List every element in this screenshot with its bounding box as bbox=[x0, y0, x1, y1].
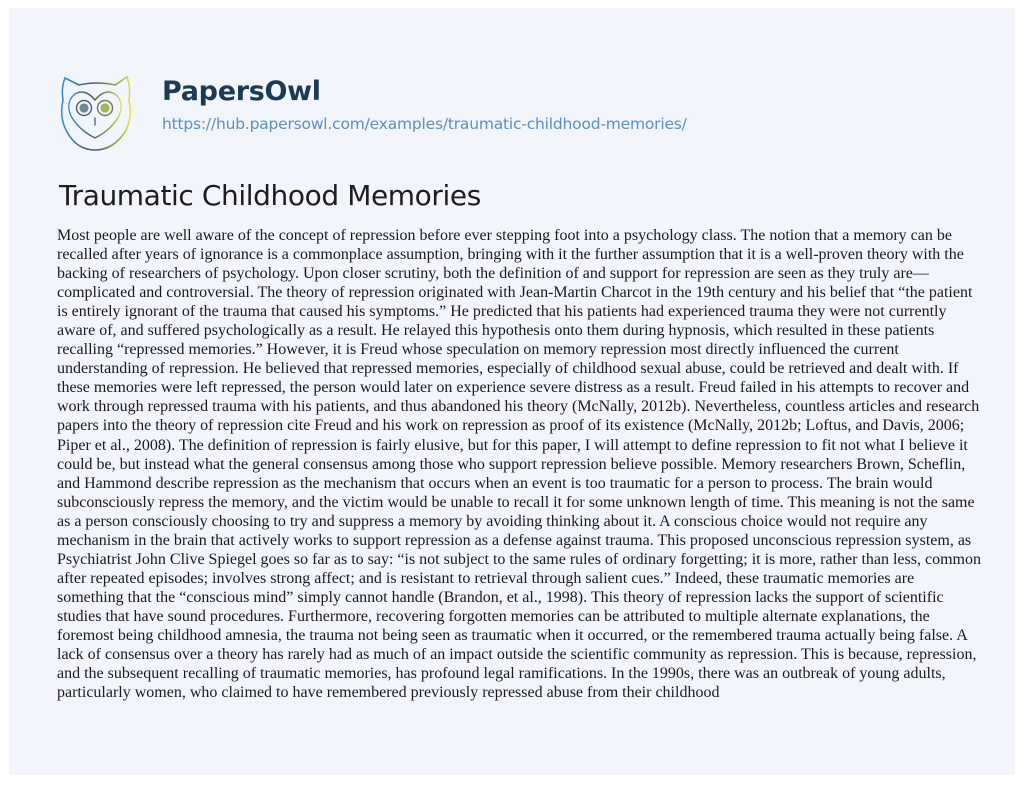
body-line: foremost being childhood amnesia, the trauma not being seen as traumatic when it occurred, or the remembered trauma actually being false. A bbox=[57, 626, 968, 644]
body-line: recalled after years of ignorance is a commonplace assumption, bringing with it the further assumption that it is a well-proven theory with the bbox=[57, 246, 964, 264]
body-line: studies that have sound procedures. Furthermore, recovering forgotten memories can be attributed to multiple alternate explanations, the bbox=[57, 607, 930, 625]
document-card bbox=[9, 8, 1015, 775]
body-line: could be, but instead what the general consensus among those who support repression believe possible. Memory researchers Brown, Scheflin, bbox=[57, 455, 966, 473]
body-line: understanding of repression. He believed that repressed memories, especially of childhood sexual abuse, could be retrieved and dealt with. If bbox=[57, 360, 959, 378]
body-line: papers into the theory of repression cite Freud and his work on repression as proof of its existence (McNally, 2012b; Loftus, and Davis, 2006; bbox=[57, 417, 965, 435]
body-line: Most people are well aware of the concept of repression before ever stepping foot into a psychology class. The notion that a memory can be bbox=[57, 227, 952, 244]
body-line: subconsciously repress the memory, and the victim would be unable to recall it for some unknown length of time. This meaning is not the same bbox=[57, 493, 975, 511]
body-line: lack of consensus over a theory has rarely had as much of an impact outside the scientific community as repression. This is because, repression, bbox=[57, 646, 977, 664]
body-line: backing of researchers of psychology. Upon closer scrutiny, both the definition of and support for repression are seen as they truly are— bbox=[57, 265, 929, 283]
article-body bbox=[57, 226, 987, 702]
brand-header bbox=[59, 74, 859, 164]
body-line: is entirely ignorant of the trauma that caused his symptoms.” He predicted that his patients had experienced trauma they were not currently bbox=[57, 303, 947, 321]
body-line: recalling “repressed memories.” However, it is Freud whose speculation on memory repression most directly influenced the current bbox=[57, 341, 899, 359]
body-line: aware of, and suffered psychologically as a result. He relayed this hypothesis onto them during hypnosis, which resulted in these patients bbox=[57, 322, 935, 340]
body-line: and the subsequent recalling of traumatic memories, has profound legal ramifications. In the 1990s, there was an outbreak of young adults, bbox=[57, 665, 946, 683]
body-line: Psychiatrist John Clive Spiegel goes so far as to say: “is not subject to the same rules of ordinary forgetting; it is more, rather than less, common bbox=[57, 550, 981, 568]
body-line: and Hammond describe repression as the mechanism that occurs when an event is too traumatic for a person to process. The brain would bbox=[57, 474, 933, 492]
body-line: something that the “conscious mind” simply cannot handle (Brandon, et al., 1998). This theory of repression lacks the support of scientific bbox=[57, 588, 944, 606]
owl-logo-icon bbox=[59, 74, 135, 154]
body-line: particularly women, who claimed to have remembered previously repressed abuse from their childhood bbox=[57, 684, 720, 702]
brand-name: PapersOwl bbox=[162, 76, 321, 107]
body-line: complicated and controversial. The theory of repression originated with Jean-Martin Charcot in the 19th century and his belief that “the patient bbox=[57, 284, 973, 302]
body-line: Piper et al., 2008). The definition of repression is fairly elusive, but for this paper, I will attempt to define repression to fit not what I believe it bbox=[57, 436, 968, 454]
body-line: mechanism in the brain that actively works to support repression as a defense against trauma. This proposed unconscious repression system, as bbox=[57, 531, 972, 549]
article-title: Traumatic Childhood Memories bbox=[59, 179, 481, 212]
body-line: work through repressed trauma with his patients, and thus abandoned his theory (McNally, 2012b). Nevertheless, countless articles and research bbox=[57, 398, 980, 416]
body-line: as a person consciously choosing to try and suppress a memory by avoiding thinking about it. A conscious choice would not require any bbox=[57, 512, 928, 530]
body-line: after repeated episodes; involves strong affect; and is resistant to retrieval through salient cues.” Indeed, these traumatic memories are bbox=[57, 569, 915, 587]
source-url-link[interactable]: https://hub.papersowl.com/examples/traumatic-childhood-memories/ bbox=[162, 115, 687, 133]
body-line: these memories were left repressed, the person would later on experience severe distress as a result. Freud failed in his attempts to recover and bbox=[57, 379, 970, 397]
